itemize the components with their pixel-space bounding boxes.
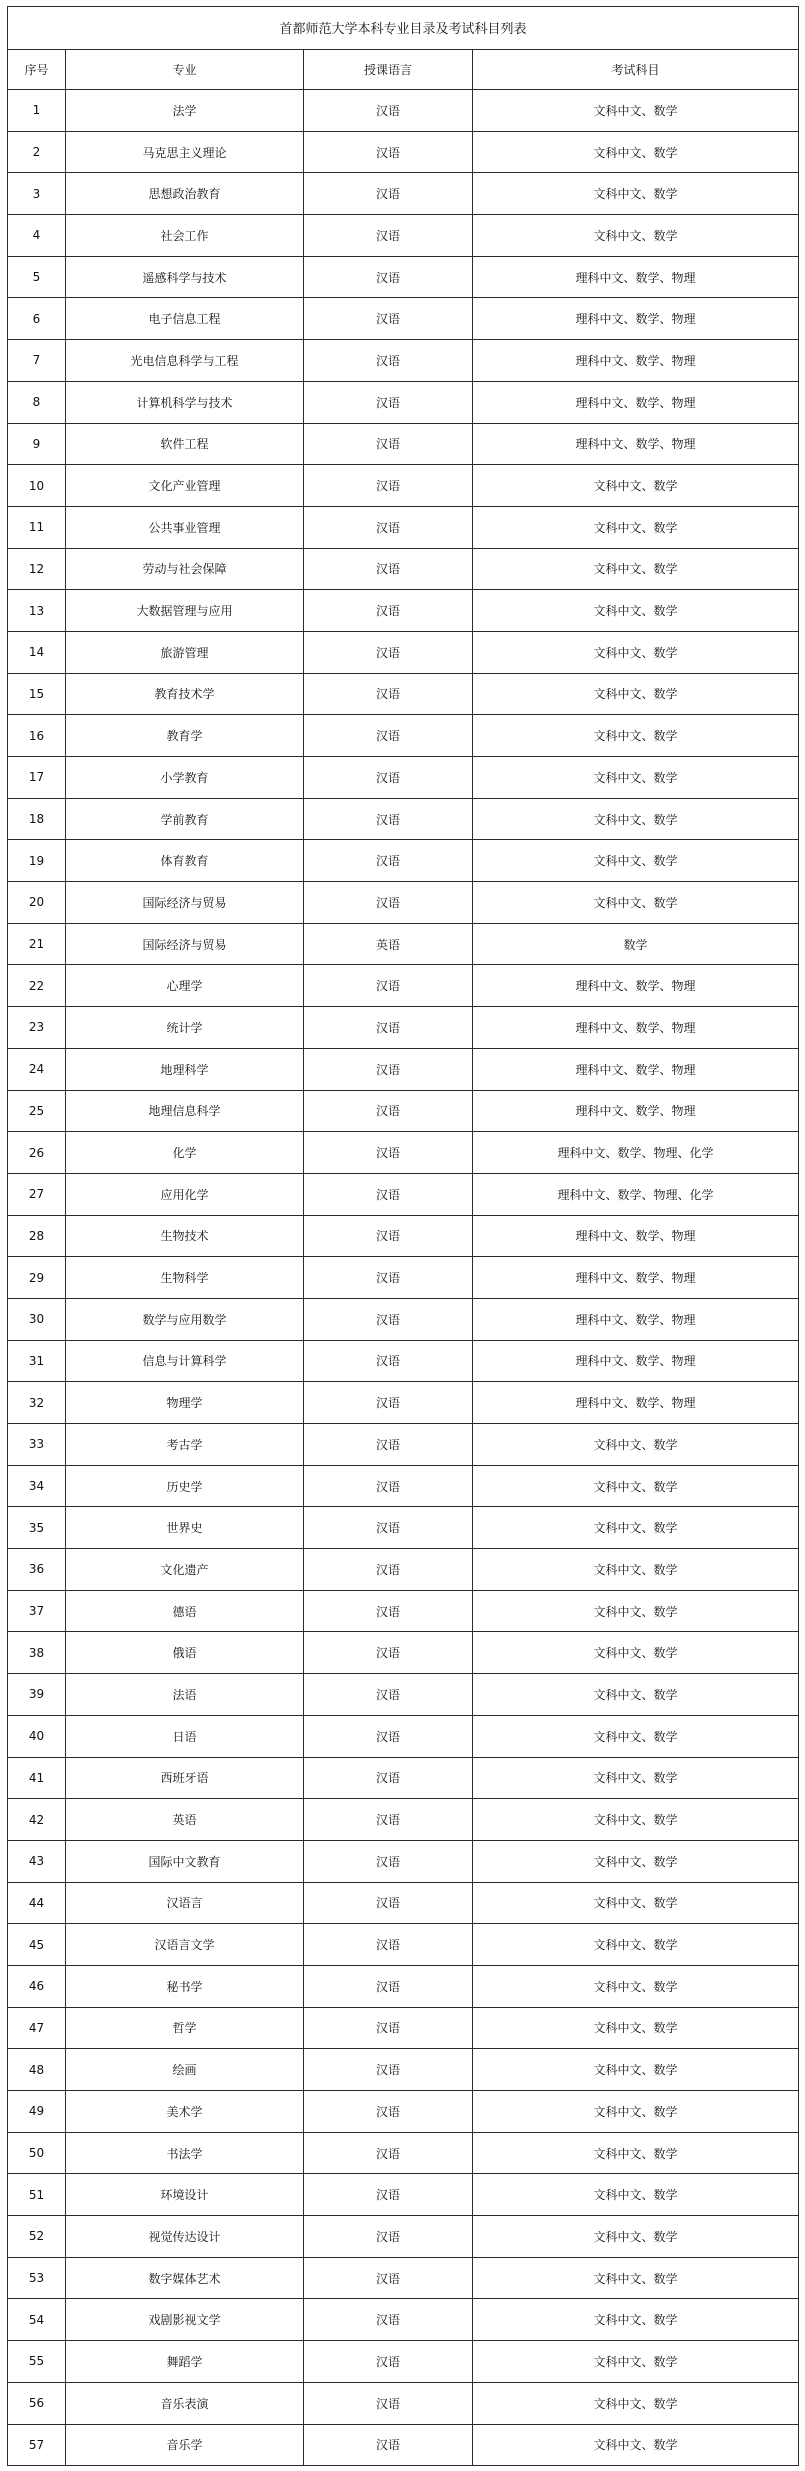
language-cell: 汉语 <box>304 1007 473 1049</box>
language-cell: 汉语 <box>304 548 473 590</box>
language-cell: 汉语 <box>304 1465 473 1507</box>
exam-subjects-cell: 文科中文、数学 <box>473 2091 799 2133</box>
table-row <box>8 548 799 590</box>
table-row <box>8 590 799 632</box>
table-row <box>8 1257 799 1299</box>
language-cell: 汉语 <box>304 381 473 423</box>
exam-subjects-cell: 文科中文、数学 <box>473 2382 799 2424</box>
language-cell: 汉语 <box>304 1549 473 1591</box>
exam-subjects-cell: 文科中文、数学 <box>473 506 799 548</box>
major-cell: 文化产业管理 <box>66 465 304 507</box>
table-row <box>8 1007 799 1049</box>
row-index-cell: 23 <box>8 1007 66 1049</box>
exam-subjects-cell: 文科中文、数学 <box>473 2299 799 2341</box>
language-cell: 汉语 <box>304 1340 473 1382</box>
table-row <box>8 1799 799 1841</box>
language-cell: 汉语 <box>304 1257 473 1299</box>
exam-subjects-cell: 文科中文、数学 <box>473 2257 799 2299</box>
exam-subjects-cell: 文科中文、数学 <box>473 798 799 840</box>
exam-subjects-cell: 理科中文、数学、物理 <box>473 1382 799 1424</box>
language-cell: 汉语 <box>304 1674 473 1716</box>
major-cell: 公共事业管理 <box>66 506 304 548</box>
row-index-cell: 19 <box>8 840 66 882</box>
language-cell: 汉语 <box>304 423 473 465</box>
language-cell: 汉语 <box>304 882 473 924</box>
row-index-cell: 41 <box>8 1757 66 1799</box>
major-cell: 心理学 <box>66 965 304 1007</box>
table-row <box>8 1882 799 1924</box>
table-title: 首都师范大学本科专业目录及考试科目列表 <box>8 7 799 50</box>
row-index-cell: 3 <box>8 173 66 215</box>
table-row <box>8 1632 799 1674</box>
language-cell: 汉语 <box>304 506 473 548</box>
table-row <box>8 2216 799 2258</box>
table-row <box>8 715 799 757</box>
major-cell: 学前教育 <box>66 798 304 840</box>
major-cell: 数字媒体艺术 <box>66 2257 304 2299</box>
major-cell: 视觉传达设计 <box>66 2216 304 2258</box>
row-index-cell: 34 <box>8 1465 66 1507</box>
exam-subjects-cell: 文科中文、数学 <box>473 1799 799 1841</box>
table-row <box>8 90 799 132</box>
exam-subjects-cell: 文科中文、数学 <box>473 131 799 173</box>
row-index-cell: 54 <box>8 2299 66 2341</box>
exam-subjects-cell: 理科中文、数学、物理 <box>473 423 799 465</box>
row-index-cell: 9 <box>8 423 66 465</box>
table-row <box>8 1382 799 1424</box>
language-cell: 汉语 <box>304 1048 473 1090</box>
major-cell: 音乐学 <box>66 2424 304 2466</box>
row-index-cell: 13 <box>8 590 66 632</box>
language-cell: 汉语 <box>304 2174 473 2216</box>
language-cell: 汉语 <box>304 2007 473 2049</box>
major-cell: 日语 <box>66 1715 304 1757</box>
table-row <box>8 1132 799 1174</box>
major-cell: 小学教育 <box>66 757 304 799</box>
major-cell: 教育学 <box>66 715 304 757</box>
table-row <box>8 2424 799 2466</box>
table-row <box>8 1424 799 1466</box>
major-cell: 劳动与社会保障 <box>66 548 304 590</box>
major-cell: 生物科学 <box>66 1257 304 1299</box>
header-row <box>8 49 799 90</box>
table-body <box>8 90 799 2466</box>
major-cell: 美术学 <box>66 2091 304 2133</box>
row-index-cell: 45 <box>8 1924 66 1966</box>
major-cell: 英语 <box>66 1799 304 1841</box>
exam-subjects-cell: 文科中文、数学 <box>473 1590 799 1632</box>
language-cell: 汉语 <box>304 173 473 215</box>
major-cell: 化学 <box>66 1132 304 1174</box>
row-index-cell: 43 <box>8 1840 66 1882</box>
language-cell: 汉语 <box>304 2341 473 2383</box>
language-cell: 汉语 <box>304 256 473 298</box>
row-index-cell: 36 <box>8 1549 66 1591</box>
language-cell: 汉语 <box>304 465 473 507</box>
table-row <box>8 2382 799 2424</box>
row-index-cell: 18 <box>8 798 66 840</box>
row-index-cell: 21 <box>8 923 66 965</box>
table-row <box>8 798 799 840</box>
language-cell: 汉语 <box>304 1590 473 1632</box>
exam-subjects-cell: 文科中文、数学 <box>473 1424 799 1466</box>
table-row <box>8 2299 799 2341</box>
major-cell: 世界史 <box>66 1507 304 1549</box>
exam-subjects-cell: 理科中文、数学、物理 <box>473 340 799 382</box>
exam-subjects-cell: 理科中文、数学、物理 <box>473 1090 799 1132</box>
language-cell: 汉语 <box>304 131 473 173</box>
exam-subjects-cell: 文科中文、数学 <box>473 2216 799 2258</box>
table-row <box>8 2007 799 2049</box>
major-cell: 思想政治教育 <box>66 173 304 215</box>
row-index-cell: 52 <box>8 2216 66 2258</box>
major-cell: 统计学 <box>66 1007 304 1049</box>
table-row <box>8 1715 799 1757</box>
exam-subjects-cell: 文科中文、数学 <box>473 715 799 757</box>
table-row <box>8 882 799 924</box>
language-cell: 汉语 <box>304 1215 473 1257</box>
row-index-cell: 15 <box>8 673 66 715</box>
exam-subjects-cell: 理科中文、数学、物理 <box>473 1215 799 1257</box>
table-row <box>8 923 799 965</box>
table-row <box>8 1507 799 1549</box>
row-index-cell: 37 <box>8 1590 66 1632</box>
major-cell: 哲学 <box>66 2007 304 2049</box>
major-cell: 地理信息科学 <box>66 1090 304 1132</box>
table-row <box>8 1173 799 1215</box>
table-row <box>8 1465 799 1507</box>
row-index-cell: 50 <box>8 2132 66 2174</box>
row-index-cell: 55 <box>8 2341 66 2383</box>
row-index-cell: 22 <box>8 965 66 1007</box>
major-cell: 绘画 <box>66 2049 304 2091</box>
row-index-cell: 35 <box>8 1507 66 1549</box>
major-cell: 文化遗产 <box>66 1549 304 1591</box>
exam-subjects-cell: 文科中文、数学 <box>473 465 799 507</box>
row-index-cell: 56 <box>8 2382 66 2424</box>
exam-subjects-cell: 文科中文、数学 <box>473 840 799 882</box>
language-cell: 汉语 <box>304 2382 473 2424</box>
table-row <box>8 256 799 298</box>
major-cell: 法学 <box>66 90 304 132</box>
major-cell: 应用化学 <box>66 1173 304 1215</box>
language-cell: 汉语 <box>304 631 473 673</box>
row-index-cell: 2 <box>8 131 66 173</box>
table-row <box>8 2341 799 2383</box>
major-cell: 音乐表演 <box>66 2382 304 2424</box>
major-cell: 汉语言文学 <box>66 1924 304 1966</box>
table-row <box>8 1215 799 1257</box>
language-cell: 汉语 <box>304 1507 473 1549</box>
exam-subjects-cell: 理科中文、数学、物理 <box>473 1007 799 1049</box>
major-cell: 软件工程 <box>66 423 304 465</box>
row-index-cell: 17 <box>8 757 66 799</box>
row-index-cell: 38 <box>8 1632 66 1674</box>
exam-subjects-cell: 数学 <box>473 923 799 965</box>
row-index-cell: 25 <box>8 1090 66 1132</box>
row-index-cell: 12 <box>8 548 66 590</box>
exam-subjects-cell: 文科中文、数学 <box>473 631 799 673</box>
header-major: 专业 <box>66 49 304 90</box>
table-row <box>8 1674 799 1716</box>
table-row <box>8 298 799 340</box>
language-cell: 汉语 <box>304 1882 473 1924</box>
table-row <box>8 1757 799 1799</box>
language-cell: 汉语 <box>304 2216 473 2258</box>
table-row <box>8 1965 799 2007</box>
major-cell: 历史学 <box>66 1465 304 1507</box>
table-row <box>8 757 799 799</box>
table-row <box>8 1298 799 1340</box>
row-index-cell: 27 <box>8 1173 66 1215</box>
row-index-cell: 16 <box>8 715 66 757</box>
row-index-cell: 10 <box>8 465 66 507</box>
row-index-cell: 26 <box>8 1132 66 1174</box>
major-cell: 体育教育 <box>66 840 304 882</box>
exam-subjects-cell: 理科中文、数学、物理 <box>473 965 799 1007</box>
language-cell: 汉语 <box>304 757 473 799</box>
language-cell: 汉语 <box>304 1924 473 1966</box>
major-cell: 社会工作 <box>66 215 304 257</box>
exam-subjects-cell: 文科中文、数学 <box>473 2007 799 2049</box>
language-cell: 汉语 <box>304 1632 473 1674</box>
table-row <box>8 1924 799 1966</box>
row-index-cell: 5 <box>8 256 66 298</box>
row-index-cell: 32 <box>8 1382 66 1424</box>
row-index-cell: 30 <box>8 1298 66 1340</box>
row-index-cell: 46 <box>8 1965 66 2007</box>
exam-subjects-cell: 文科中文、数学 <box>473 215 799 257</box>
exam-subjects-cell: 文科中文、数学 <box>473 90 799 132</box>
row-index-cell: 40 <box>8 1715 66 1757</box>
language-cell: 汉语 <box>304 2132 473 2174</box>
language-cell: 汉语 <box>304 1799 473 1841</box>
language-cell: 汉语 <box>304 1132 473 1174</box>
exam-subjects-cell: 文科中文、数学 <box>473 1965 799 2007</box>
row-index-cell: 48 <box>8 2049 66 2091</box>
table-row <box>8 1090 799 1132</box>
row-index-cell: 8 <box>8 381 66 423</box>
exam-subjects-cell: 文科中文、数学 <box>473 1632 799 1674</box>
row-index-cell: 7 <box>8 340 66 382</box>
major-cell: 计算机科学与技术 <box>66 381 304 423</box>
exam-subjects-cell: 文科中文、数学 <box>473 173 799 215</box>
exam-subjects-cell: 文科中文、数学 <box>473 2424 799 2466</box>
table-row <box>8 465 799 507</box>
major-cell: 俄语 <box>66 1632 304 1674</box>
exam-subjects-cell: 理科中文、数学、物理 <box>473 1298 799 1340</box>
table-row <box>8 173 799 215</box>
major-cell: 国际经济与贸易 <box>66 923 304 965</box>
major-cell: 舞蹈学 <box>66 2341 304 2383</box>
major-cell: 光电信息科学与工程 <box>66 340 304 382</box>
row-index-cell: 42 <box>8 1799 66 1841</box>
language-cell: 汉语 <box>304 1715 473 1757</box>
table-row <box>8 506 799 548</box>
exam-subjects-cell: 文科中文、数学 <box>473 757 799 799</box>
header-language: 授课语言 <box>304 49 473 90</box>
table-row <box>8 965 799 1007</box>
row-index-cell: 39 <box>8 1674 66 1716</box>
language-cell: 汉语 <box>304 2049 473 2091</box>
exam-subjects-cell: 文科中文、数学 <box>473 1674 799 1716</box>
exam-subjects-cell: 文科中文、数学 <box>473 1465 799 1507</box>
major-cell: 物理学 <box>66 1382 304 1424</box>
major-cell: 教育技术学 <box>66 673 304 715</box>
row-index-cell: 20 <box>8 882 66 924</box>
table-row <box>8 423 799 465</box>
exam-subjects-cell: 文科中文、数学 <box>473 1924 799 1966</box>
exam-subjects-cell: 理科中文、数学、物理 <box>473 298 799 340</box>
exam-subjects-cell: 理科中文、数学、物理 <box>473 381 799 423</box>
major-cell: 数学与应用数学 <box>66 1298 304 1340</box>
table-row <box>8 131 799 173</box>
row-index-cell: 49 <box>8 2091 66 2133</box>
major-cell: 西班牙语 <box>66 1757 304 1799</box>
major-cell: 大数据管理与应用 <box>66 590 304 632</box>
table-row <box>8 1840 799 1882</box>
exam-subjects-cell: 理科中文、数学、物理、化学 <box>473 1132 799 1174</box>
exam-subjects-cell: 文科中文、数学 <box>473 1715 799 1757</box>
language-cell: 汉语 <box>304 90 473 132</box>
language-cell: 汉语 <box>304 1090 473 1132</box>
major-cell: 旅游管理 <box>66 631 304 673</box>
language-cell: 汉语 <box>304 298 473 340</box>
language-cell: 汉语 <box>304 2299 473 2341</box>
exam-subjects-cell: 文科中文、数学 <box>473 1757 799 1799</box>
exam-subjects-cell: 理科中文、数学、物理 <box>473 256 799 298</box>
title-row <box>8 7 799 50</box>
exam-subjects-cell: 文科中文、数学 <box>473 2341 799 2383</box>
language-cell: 汉语 <box>304 840 473 882</box>
language-cell: 汉语 <box>304 1298 473 1340</box>
row-index-cell: 29 <box>8 1257 66 1299</box>
language-cell: 英语 <box>304 923 473 965</box>
language-cell: 汉语 <box>304 965 473 1007</box>
exam-subjects-cell: 文科中文、数学 <box>473 673 799 715</box>
language-cell: 汉语 <box>304 2257 473 2299</box>
major-cell: 马克思主义理论 <box>66 131 304 173</box>
table-row <box>8 1549 799 1591</box>
major-cell: 法语 <box>66 1674 304 1716</box>
majors-table <box>7 6 799 2466</box>
table-row <box>8 2091 799 2133</box>
table-row <box>8 840 799 882</box>
language-cell: 汉语 <box>304 798 473 840</box>
exam-subjects-cell: 文科中文、数学 <box>473 1882 799 1924</box>
language-cell: 汉语 <box>304 2424 473 2466</box>
row-index-cell: 4 <box>8 215 66 257</box>
major-cell: 考古学 <box>66 1424 304 1466</box>
row-index-cell: 51 <box>8 2174 66 2216</box>
language-cell: 汉语 <box>304 1424 473 1466</box>
header-index: 序号 <box>8 49 66 90</box>
language-cell: 汉语 <box>304 590 473 632</box>
major-cell: 汉语言 <box>66 1882 304 1924</box>
language-cell: 汉语 <box>304 2091 473 2133</box>
table-row <box>8 1590 799 1632</box>
row-index-cell: 47 <box>8 2007 66 2049</box>
table-row <box>8 215 799 257</box>
language-cell: 汉语 <box>304 215 473 257</box>
exam-subjects-cell: 文科中文、数学 <box>473 1840 799 1882</box>
major-cell: 德语 <box>66 1590 304 1632</box>
exam-subjects-cell: 文科中文、数学 <box>473 548 799 590</box>
language-cell: 汉语 <box>304 715 473 757</box>
row-index-cell: 31 <box>8 1340 66 1382</box>
row-index-cell: 11 <box>8 506 66 548</box>
exam-subjects-cell: 理科中文、数学、物理 <box>473 1257 799 1299</box>
row-index-cell: 44 <box>8 1882 66 1924</box>
table-row <box>8 2049 799 2091</box>
language-cell: 汉语 <box>304 1965 473 2007</box>
document-sheet <box>7 6 798 2466</box>
row-index-cell: 28 <box>8 1215 66 1257</box>
major-cell: 国际中文教育 <box>66 1840 304 1882</box>
header-exam-subjects: 考试科目 <box>473 49 799 90</box>
major-cell: 地理科学 <box>66 1048 304 1090</box>
table-row <box>8 2132 799 2174</box>
table-row <box>8 381 799 423</box>
language-cell: 汉语 <box>304 673 473 715</box>
major-cell: 书法学 <box>66 2132 304 2174</box>
exam-subjects-cell: 理科中文、数学、物理 <box>473 1340 799 1382</box>
major-cell: 遥感科学与技术 <box>66 256 304 298</box>
exam-subjects-cell: 理科中文、数学、物理 <box>473 1048 799 1090</box>
language-cell: 汉语 <box>304 340 473 382</box>
language-cell: 汉语 <box>304 1840 473 1882</box>
major-cell: 生物技术 <box>66 1215 304 1257</box>
exam-subjects-cell: 文科中文、数学 <box>473 590 799 632</box>
table-row <box>8 631 799 673</box>
row-index-cell: 24 <box>8 1048 66 1090</box>
row-index-cell: 14 <box>8 631 66 673</box>
table-row <box>8 2257 799 2299</box>
major-cell: 电子信息工程 <box>66 298 304 340</box>
exam-subjects-cell: 文科中文、数学 <box>473 2174 799 2216</box>
table-row <box>8 1048 799 1090</box>
row-index-cell: 57 <box>8 2424 66 2466</box>
exam-subjects-cell: 文科中文、数学 <box>473 882 799 924</box>
major-cell: 戏剧影视文学 <box>66 2299 304 2341</box>
major-cell: 秘书学 <box>66 1965 304 2007</box>
row-index-cell: 53 <box>8 2257 66 2299</box>
row-index-cell: 1 <box>8 90 66 132</box>
major-cell: 信息与计算科学 <box>66 1340 304 1382</box>
exam-subjects-cell: 文科中文、数学 <box>473 2049 799 2091</box>
row-index-cell: 33 <box>8 1424 66 1466</box>
exam-subjects-cell: 文科中文、数学 <box>473 1549 799 1591</box>
exam-subjects-cell: 文科中文、数学 <box>473 1507 799 1549</box>
major-cell: 国际经济与贸易 <box>66 882 304 924</box>
table-row <box>8 1340 799 1382</box>
table-row <box>8 673 799 715</box>
exam-subjects-cell: 理科中文、数学、物理、化学 <box>473 1173 799 1215</box>
language-cell: 汉语 <box>304 1382 473 1424</box>
major-cell: 环境设计 <box>66 2174 304 2216</box>
table-row <box>8 2174 799 2216</box>
language-cell: 汉语 <box>304 1173 473 1215</box>
language-cell: 汉语 <box>304 1757 473 1799</box>
row-index-cell: 6 <box>8 298 66 340</box>
table-row <box>8 340 799 382</box>
exam-subjects-cell: 文科中文、数学 <box>473 2132 799 2174</box>
